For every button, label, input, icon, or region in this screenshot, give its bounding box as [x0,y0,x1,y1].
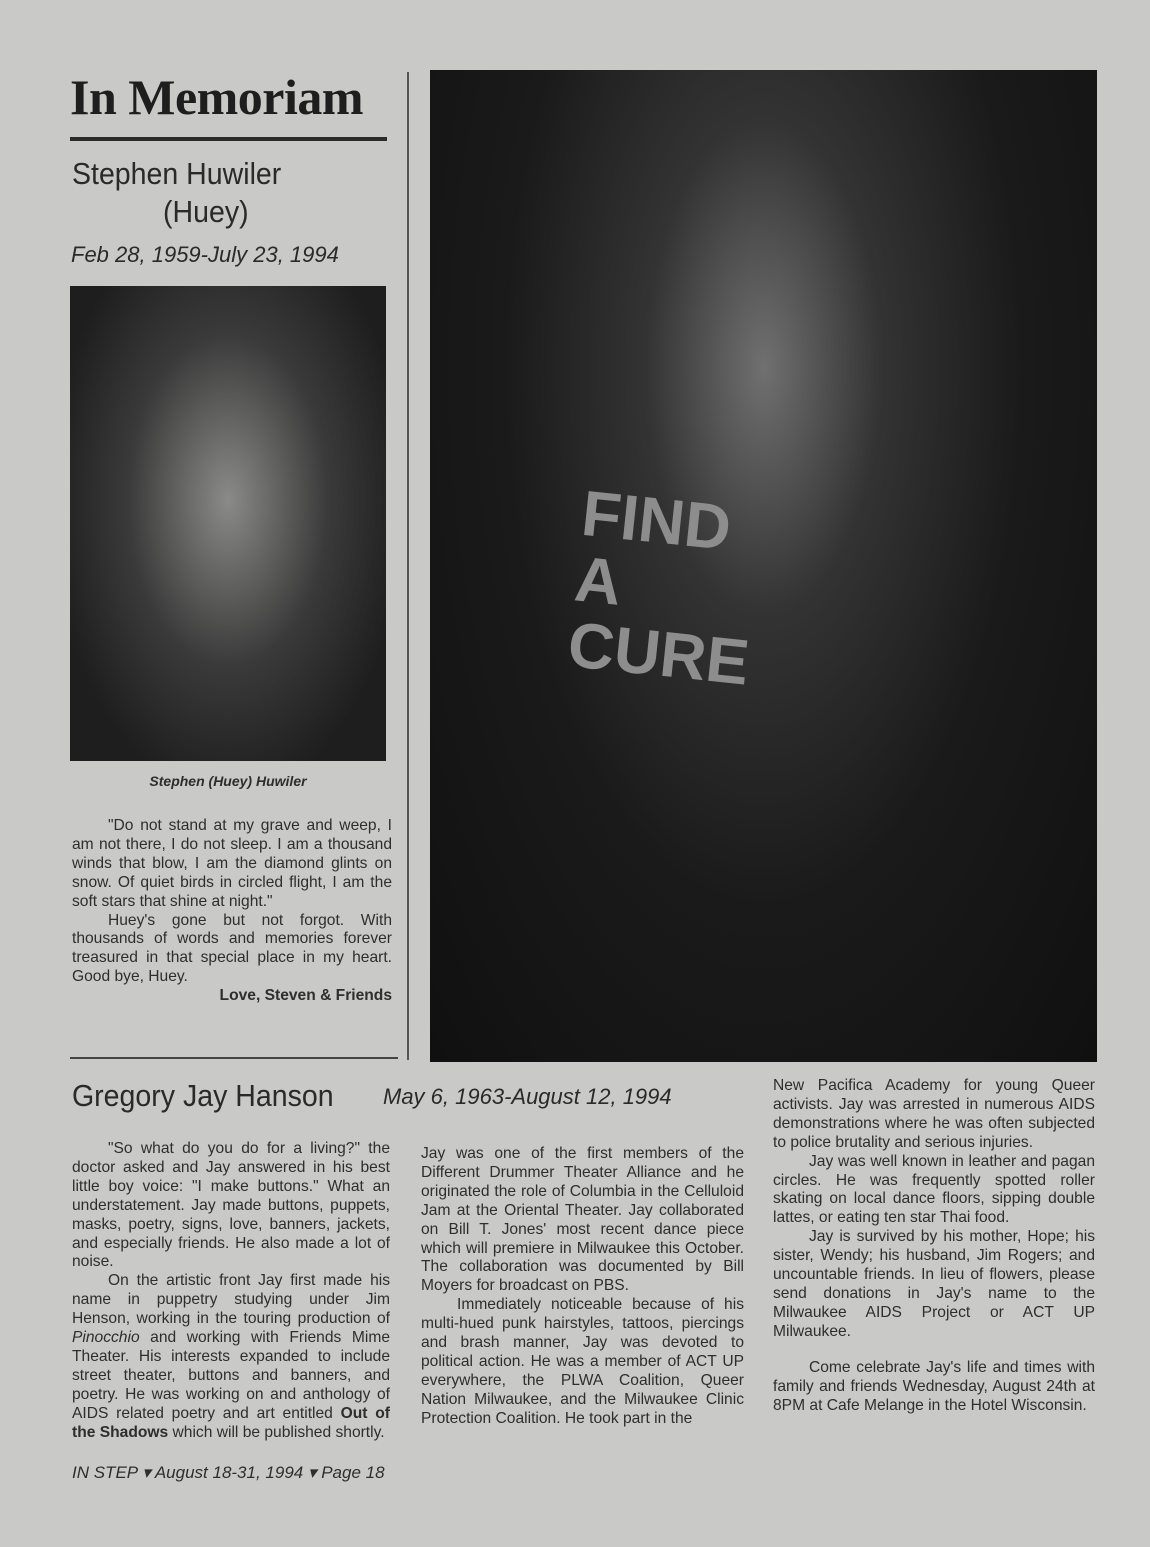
tribute-paragraph: Huey's gone but not forgot. With thousands of words and memories forever treasured in that special place in my heart. Good bye, Huey. [72,911,392,986]
article-paragraph: Jay is survived by his mother, Hope; his sister, Wendy; his husband, Jim Rogers; and uncountable friends. In lieu of flowers, please send donations in Jay's name to the Milwaukee AIDS Project or ACT UP Milwaukee. [773,1228,1095,1340]
poem-paragraph: "Do not stand at my grave and weep, I am not there, I do not sleep. I am a thousand winds that blow, I am the diamond glints on snow. Of quiet birds in circled flight, I am the soft stars that shine at night." [72,817,392,910]
text-run: On the artistic front Jay first made his name in puppetry studying under Jim Henson, working in the touring production of [72,1272,390,1328]
large-photo [430,70,1097,1062]
article-paragraph: New Pacifica Academy for young Queer activists. Jay was arrested in numerous AIDS demonstrations where he was often subjected to police brutality and serious injuries. [773,1077,1095,1151]
obituary-text [72,817,392,1006]
article-paragraph [72,1272,390,1442]
masthead-title: In Memoriam [70,69,364,125]
obituary-dates: Feb 28, 1959-July 23, 1994 [71,242,339,267]
title-bold: Out of the Shadows [72,1404,390,1441]
text-run: which will be published shortly. [168,1423,385,1441]
text-run: and working with Friends Mime Theater. His interests expanded to include street theater, buttons and banners, and poetry. He was working on and anthology of AIDS related poetry and art entitled [72,1329,390,1422]
article-paragraph: Jay was one of the first members of the Different Drummer Theater Alliance and he originated the role of Columbia in the Celluloid Jam at the Oriental Theater. Jay collaborated on Bill T. Jones' most recent dance piece which will premiere in Milwaukee this October. The collaboration was documented by Bill Moyers for broadcast on PBS. [421,1145,744,1295]
column-divider [407,72,409,1060]
masthead-rule [70,137,387,141]
photo-caption: Stephen (Huey) Huwiler [149,773,307,789]
article-paragraph: Immediately noticeable because of his multi-hued punk hairstyles, tattoos, piercings and brash manner, Jay was devoted to political action. He was a member of ACT UP everywhere, the PLWA Coalition, Queer Nation Milwaukee, and the Milwaukee Clinic Protection Coalition. He took part in the [421,1296,744,1427]
portrait-photo [70,286,386,761]
section-divider [70,1057,398,1059]
page-footer: IN STEP ▾ August 18-31, 1994 ▾ Page 18 [72,1463,385,1482]
article-column-2 [421,1145,744,1429]
title-italic: Pinocchio [72,1329,140,1347]
event-paragraph: Come celebrate Jay's life and times with family and friends Wednesday, August 24th at 8PM at Cafe Melange in the Hotel Wisconsin. [773,1358,1095,1414]
obituary-name: Stephen Huwiler [72,156,282,191]
signature: Love, Steven & Friends [219,987,392,1005]
obituary-nickname: (Huey) [163,194,249,229]
shirt-print: FIND A CURE [564,476,753,699]
obituary-name: Gregory Jay Hanson [72,1078,334,1113]
article-paragraph: Jay was well known in leather and pagan circles. He was frequently spotted roller skating on local dance floors, sipping double lattes, or eating ten star Thai food. [773,1152,1095,1227]
article-column-3 [773,1077,1095,1415]
obituary-dates: May 6, 1963-August 12, 1994 [383,1084,672,1109]
article-paragraph: "So what do you do for a living?" the doctor asked and Jay answered in his best little boy voice: "I make buttons." What an understatement. Jay made buttons, puppets, masks, poetry, signs, love, banners, jackets, and especially friends. He also made a lot of noise. [72,1140,390,1271]
article-column-1 [72,1140,390,1443]
